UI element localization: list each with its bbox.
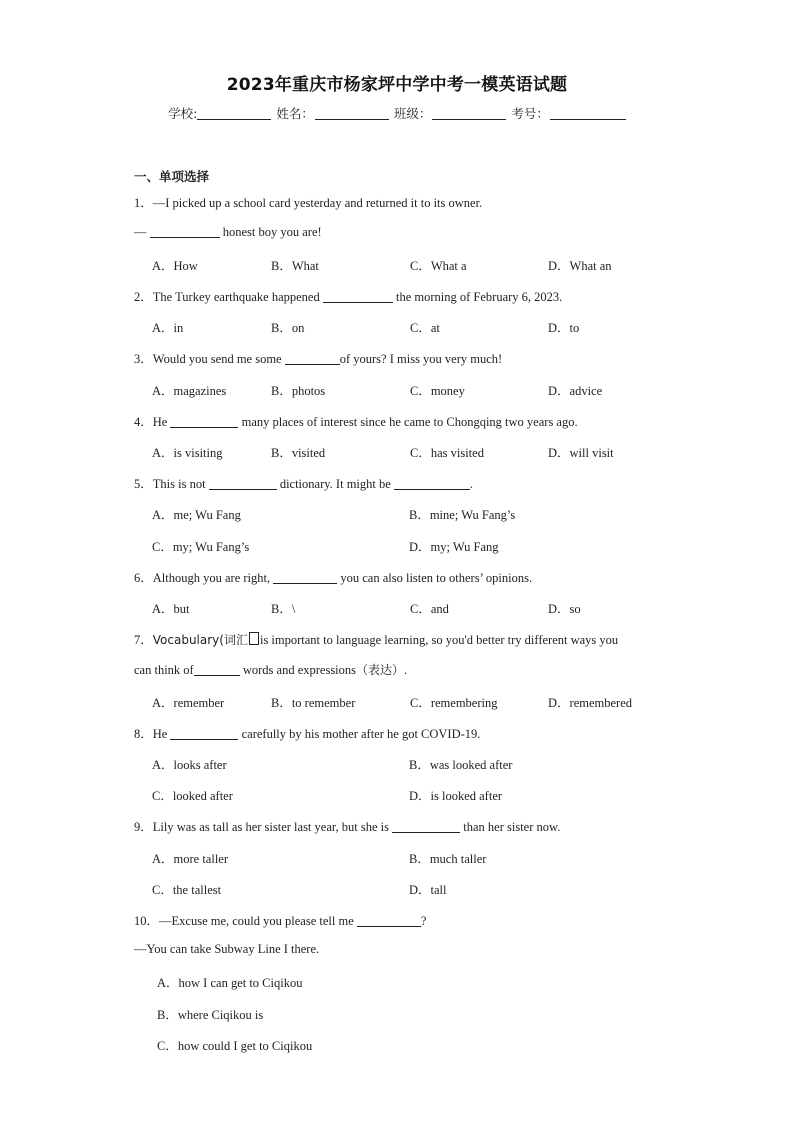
question-1-response bbox=[134, 225, 322, 240]
question-7 bbox=[134, 630, 618, 648]
option-c: C．has visited bbox=[410, 446, 484, 460]
option-d: D．will visit bbox=[548, 446, 614, 460]
option-c: C．the tallest bbox=[152, 883, 222, 897]
option-a: A．remember bbox=[152, 696, 225, 710]
question-text: than her sister now. bbox=[460, 820, 561, 834]
question-number: 7． bbox=[134, 633, 153, 647]
option-d: D．advice bbox=[548, 384, 603, 398]
option-b: B．was looked after bbox=[409, 758, 513, 772]
answer-blank bbox=[392, 820, 460, 833]
question-5 bbox=[134, 474, 473, 492]
student-info-bar bbox=[0, 104, 794, 122]
option-d: D．tall bbox=[409, 883, 447, 897]
missing-glyph-box bbox=[249, 632, 259, 645]
question-text: —I picked up a school card yesterday and returned it to its owner. bbox=[152, 196, 483, 210]
question-text: ? bbox=[420, 914, 427, 928]
question-text: you can also listen to others’ opinions. bbox=[337, 571, 533, 585]
option-d: D．What an bbox=[548, 259, 612, 273]
question-2 bbox=[134, 287, 562, 305]
number-label: 考号： bbox=[511, 106, 549, 121]
option-d: D．remembered bbox=[548, 696, 632, 710]
question-text: This is not bbox=[152, 477, 209, 491]
question-text: Vocabulary(词汇 bbox=[152, 633, 248, 647]
answer-blank bbox=[394, 477, 470, 490]
option-c: C．my; Wu Fang’s bbox=[152, 540, 250, 554]
option-b: B．\ bbox=[271, 602, 296, 616]
answer-blank bbox=[323, 290, 393, 303]
question-text: the morning of February 6, 2023. bbox=[392, 290, 563, 304]
option-c: C．remembering bbox=[410, 696, 498, 710]
question-text: — bbox=[134, 225, 150, 239]
question-text: He bbox=[152, 415, 171, 429]
question-text: can think of bbox=[134, 663, 194, 677]
answer-blank bbox=[170, 415, 238, 428]
option-a: A．looks after bbox=[152, 758, 227, 772]
option-b: B．to remember bbox=[271, 696, 356, 710]
option-c: C．What a bbox=[410, 259, 467, 273]
option-a: A．how I can get to Ciqikou bbox=[157, 976, 303, 990]
option-c: C．money bbox=[410, 384, 465, 398]
question-10-response bbox=[134, 942, 319, 957]
answer-blank bbox=[357, 914, 421, 927]
answer-blank bbox=[194, 663, 240, 676]
answer-blank bbox=[150, 225, 220, 238]
option-a: A．magazines bbox=[152, 384, 227, 398]
question-text: words and expressions bbox=[239, 663, 357, 677]
name-field[interactable] bbox=[315, 107, 389, 120]
question-text: of yours? I miss you very much! bbox=[339, 352, 503, 366]
question-number: 6． bbox=[134, 571, 153, 585]
option-c: C．at bbox=[410, 321, 440, 335]
question-text: carefully by his mother after he got COVID-19. bbox=[238, 727, 481, 741]
question-text: The Turkey earthquake happened bbox=[152, 290, 323, 304]
option-a: A．me; Wu Fang bbox=[152, 508, 241, 522]
option-c: C．looked after bbox=[152, 789, 233, 803]
question-number: 5． bbox=[134, 477, 153, 491]
option-b: B．What bbox=[271, 259, 319, 273]
question-number: 9． bbox=[134, 820, 153, 834]
question-7-continued bbox=[134, 661, 407, 678]
option-b: B．visited bbox=[271, 446, 326, 460]
option-b: B．much taller bbox=[409, 852, 487, 866]
question-text: . bbox=[404, 663, 408, 677]
question-text: honest boy you are! bbox=[219, 225, 322, 239]
question-6 bbox=[134, 568, 532, 586]
question-text: —You can take Subway Line I there. bbox=[134, 942, 320, 956]
question-text: —Excuse me, could you please tell me bbox=[159, 914, 357, 928]
question-text: （表达） bbox=[356, 663, 405, 677]
option-a: A．How bbox=[152, 259, 198, 273]
question-text: many places of interest since he came to Chongqing two years ago. bbox=[238, 415, 578, 429]
question-number: 1． bbox=[134, 196, 153, 210]
question-3 bbox=[134, 349, 502, 367]
option-d: D．so bbox=[548, 602, 581, 616]
question-text: . bbox=[469, 477, 474, 491]
question-number: 2． bbox=[134, 290, 153, 304]
option-b: B．photos bbox=[271, 384, 326, 398]
school-label: 学校: bbox=[168, 106, 198, 121]
answer-blank bbox=[273, 571, 337, 584]
name-label: 姓名： bbox=[276, 106, 314, 121]
option-c: C．and bbox=[410, 602, 449, 616]
question-text: Although you are right, bbox=[152, 571, 274, 585]
answer-blank bbox=[209, 477, 277, 490]
option-a: A．is visiting bbox=[152, 446, 223, 460]
question-text: He bbox=[152, 727, 171, 741]
question-text: Lily was as tall as her sister last year, but she is bbox=[152, 820, 393, 834]
question-text: is important to language learning, so you'd better try different ways you bbox=[259, 633, 619, 647]
option-b: B．mine; Wu Fang’s bbox=[409, 508, 516, 522]
question-text: dictionary. It might be bbox=[276, 477, 394, 491]
number-field[interactable] bbox=[550, 107, 626, 120]
question-8 bbox=[134, 724, 480, 742]
option-a: A．but bbox=[152, 602, 190, 616]
class-field[interactable] bbox=[432, 107, 506, 120]
question-9 bbox=[134, 817, 560, 835]
option-d: D．my; Wu Fang bbox=[409, 540, 499, 554]
page-title: 2023年重庆市杨家坪中学中考一模英语试题 bbox=[226, 75, 568, 95]
question-number: 4． bbox=[134, 415, 153, 429]
school-field[interactable] bbox=[197, 107, 271, 120]
option-b: B．on bbox=[271, 321, 305, 335]
section-heading: 一、单项选择 bbox=[134, 169, 210, 184]
question-number: 8． bbox=[134, 727, 153, 741]
option-a: A．more taller bbox=[152, 852, 229, 866]
option-a: A．in bbox=[152, 321, 184, 335]
question-4 bbox=[134, 412, 578, 430]
answer-blank bbox=[170, 727, 238, 740]
question-10 bbox=[134, 911, 426, 929]
option-d: D．to bbox=[548, 321, 580, 335]
question-number: 10． bbox=[134, 914, 160, 928]
class-label: 班级： bbox=[393, 106, 432, 121]
option-b: B．where Ciqikou is bbox=[157, 1008, 264, 1022]
option-d: D．is looked after bbox=[409, 789, 503, 803]
answer-blank bbox=[285, 352, 340, 365]
question-number: 3． bbox=[134, 352, 153, 366]
option-c: C．how could I get to Ciqikou bbox=[157, 1039, 313, 1053]
question-text: Would you send me some bbox=[152, 352, 285, 366]
question-1 bbox=[134, 193, 482, 211]
